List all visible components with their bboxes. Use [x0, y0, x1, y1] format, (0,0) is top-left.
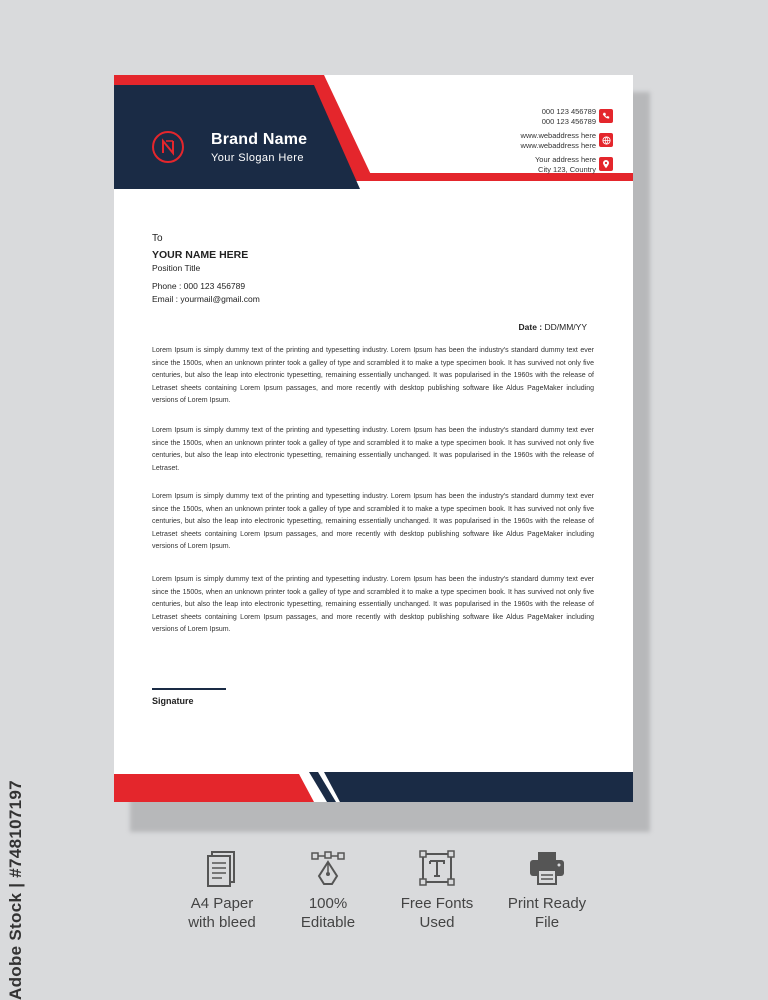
brand-slogan: Your Slogan Here — [211, 152, 304, 164]
stock-credit: Adobe Stock | #748107197 — [6, 780, 25, 1000]
feature-print-ready — [492, 850, 602, 932]
phone-numbers — [542, 107, 596, 127]
signature-line — [152, 688, 226, 690]
date-label: Date : — [518, 322, 543, 332]
feature-print-line-1: Print Ready — [507, 895, 587, 912]
printer-icon — [492, 850, 602, 894]
body-paragraph-4: Lorem Ipsum is simply dummy text of the printing and typesetting industry. Lorem Ipsum has been the industry's standard dummy text ever since the 1500s, when an unknown printer took a galley of type and scrambled it to make a type specimen book. It has survived not only five centuries, but also the leap into electronic typesetting, remaining essentially unchanged. It was popularised in the 1960s with the release of Letraset sheets containing Lorem Ipsum passages, and more recently with desktop publishing software like Aldus PageMaker including versions of Lorem Ipsum. — [152, 576, 594, 633]
text-box-icon — [382, 850, 492, 894]
feature-free-fonts — [382, 850, 492, 932]
feature-a4-paper — [167, 850, 277, 932]
location-pin-icon — [599, 157, 613, 171]
brand-name: Brand Name — [211, 131, 308, 148]
web-addresses — [521, 131, 596, 151]
web-line-2: www.webaddress here — [520, 141, 596, 150]
document-icon — [167, 850, 277, 894]
address-line-1: Your address here — [534, 155, 596, 164]
phone-line-2: 000 123 456789 — [541, 117, 596, 126]
feature-a4-line-1: A4 Paper — [190, 895, 254, 912]
body-paragraph-2: Lorem Ipsum is simply dummy text of the printing and typesetting industry. Lorem Ipsum has been the industry's standard dummy text ever since the 1500s, when an unknown printer took a galley of type and scrambled it to make a type specimen book. It has survived not only five centuries, but also the leap into electronic typesetting, remaining essentially unchanged. It was popularised in the 1960s with the release of Letraset. — [152, 427, 594, 472]
postal-address — [535, 155, 596, 175]
recipient-phone: Phone : 000 123 456789 — [152, 281, 246, 291]
date-line — [519, 322, 588, 332]
footer-band — [114, 772, 633, 802]
feature-editable — [273, 850, 383, 932]
phone-icon — [599, 109, 613, 123]
recipient-position: Position Title — [152, 263, 201, 273]
feature-editable-line-2: Editable — [300, 914, 356, 931]
recipient-name: YOUR NAME HERE — [152, 249, 249, 261]
body-paragraph-1: Lorem Ipsum is simply dummy text of the printing and typesetting industry. Lorem Ipsum has been the industry's standard dummy text ever since the 1500s, when an unknown printer took a galley of type and scrambled it to make a type specimen book. It has survived not only five centuries, but also the leap into electronic typesetting, remaining essentially unchanged. It was popularised in the 1960s with the release of Letraset sheets containing Lorem Ipsum passages, and more recently with desktop publishing software like Aldus PageMaker including versions of Lorem Ipsum. — [152, 347, 594, 404]
to-label: To — [152, 233, 163, 244]
phone-line-1: 000 123 456789 — [541, 107, 596, 116]
feature-a4-line-2: with bleed — [188, 914, 256, 931]
web-line-1: www.webaddress here — [520, 131, 596, 140]
recipient-email: Email : yourmail@gmail.com — [152, 294, 260, 304]
feature-print-line-2: File — [534, 914, 560, 931]
globe-icon — [599, 133, 613, 147]
feature-fonts-line-1: Free Fonts — [400, 895, 474, 912]
signature-label: Signature — [152, 696, 194, 706]
letterhead-page — [114, 75, 633, 802]
pen-tool-icon — [273, 850, 383, 894]
brand-logo — [152, 131, 184, 163]
date-value: DD/MM/YY — [544, 322, 587, 332]
feature-fonts-line-2: Used — [419, 914, 455, 931]
body-paragraph-3: Lorem Ipsum is simply dummy text of the printing and typesetting industry. Lorem Ipsum has been the industry's standard dummy text ever since the 1500s, when an unknown printer took a galley of type and scrambled it to make a type specimen book. It has survived not only five centuries, but also the leap into electronic typesetting, remaining essentially unchanged. It was popularised in the 1960s with the release of Letraset sheets containing Lorem Ipsum passages, and more recently with desktop publishing software like Aldus PageMaker including versions of Lorem Ipsum. — [152, 493, 594, 550]
brand-block — [211, 131, 307, 164]
feature-editable-line-1: 100% — [308, 895, 348, 912]
address-line-2: City 123, Country — [538, 165, 596, 174]
